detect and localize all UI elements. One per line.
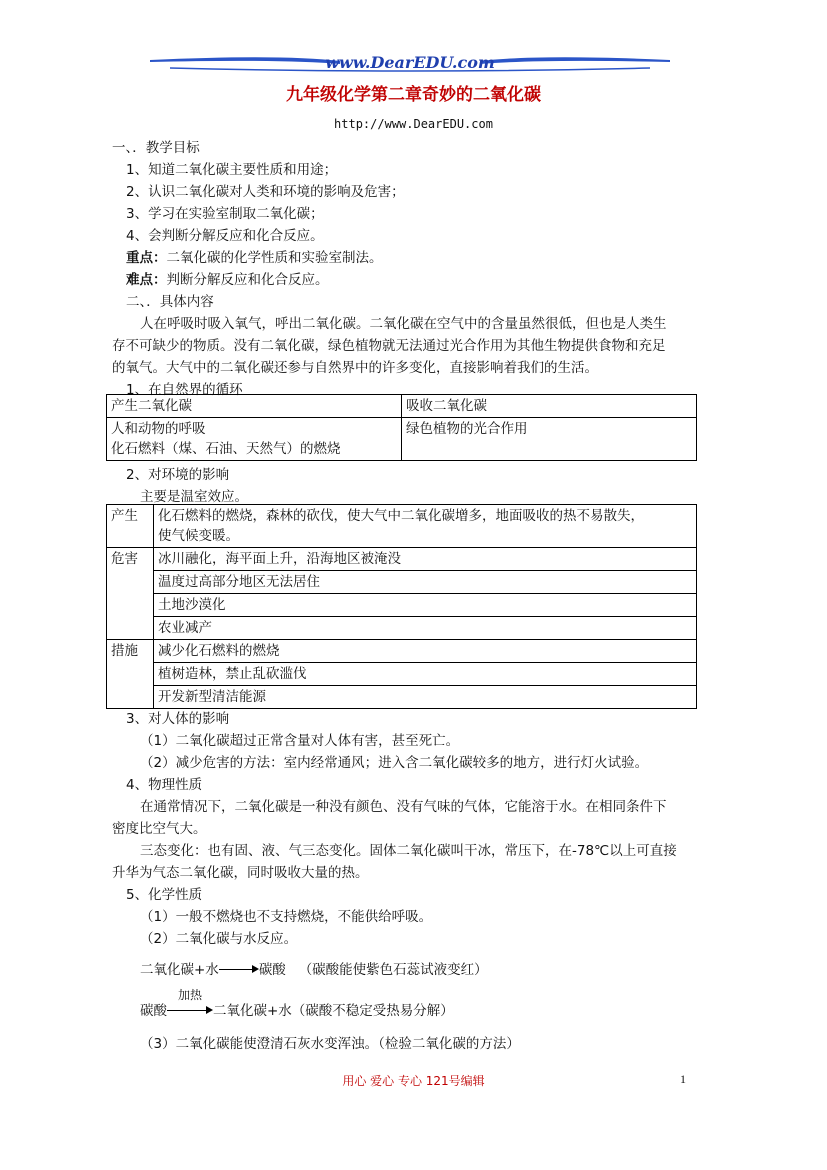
equation-1 bbox=[140, 958, 488, 978]
phys-heading: 4、物理性质 bbox=[126, 777, 203, 793]
cycle-header-produce: 产生二氧化碳 bbox=[107, 395, 402, 418]
objective-item: 1、知道二氧化碳主要性质和用途； bbox=[126, 162, 338, 178]
key-point bbox=[126, 246, 383, 266]
env-measure-item: 开发新型清洁能源 bbox=[154, 686, 697, 709]
key-point-label: 重点： bbox=[126, 250, 167, 266]
env-measure-item: 减少化石燃料的燃烧 bbox=[154, 640, 697, 663]
env-heading: 2、对环境的影响 bbox=[126, 467, 230, 483]
env-harm-item: 温度过高部分地区无法居住 bbox=[154, 571, 697, 594]
eq2-condition: 加热 bbox=[178, 988, 203, 1002]
footer-text: 用心 爱心 专心 121号编辑 bbox=[342, 1074, 485, 1088]
carbon-cycle-table bbox=[106, 394, 697, 461]
difficult-point bbox=[126, 268, 329, 288]
chem-item: （2）二氧化碳与水反应。 bbox=[140, 931, 298, 947]
section-2-heading: 二、．具体内容 bbox=[126, 294, 214, 310]
eq1-right: 碳酸 bbox=[258, 962, 286, 978]
body-item: （2）减少危害的方法：室内经常通风；进入含二氧化碳较多的地方，进行灯火试验。 bbox=[140, 755, 649, 771]
env-main: 主要是温室效应。 bbox=[140, 489, 248, 505]
environment-table bbox=[106, 504, 697, 709]
difficult-point-label: 难点： bbox=[126, 272, 167, 288]
state-line: 三态变化：也有固、液、气三态变化。固体二氧化碳叫干冰，常压下，在-78℃以上可直接 bbox=[140, 843, 677, 859]
cycle-header-absorb: 吸收二氧化碳 bbox=[402, 395, 697, 418]
chem-heading: 5、化学性质 bbox=[126, 887, 203, 903]
site-url[interactable]: http://www.DearEDU.com bbox=[334, 117, 493, 131]
intro-line: 人在呼吸时吸入氧气，呼出二氧化碳。二氧化碳在空气中的含量虽然很低，但也是人类生 bbox=[140, 316, 667, 332]
body-item: （1）二氧化碳超过正常含量对人体有害，甚至死亡。 bbox=[140, 733, 460, 749]
env-produce-line: 使气候变暖。 bbox=[158, 528, 239, 544]
eq1-left: 二氧化碳+水 bbox=[140, 962, 219, 978]
page-number: 1 bbox=[680, 1072, 686, 1086]
env-harm-item: 农业减产 bbox=[154, 617, 697, 640]
env-produce-label: 产生 bbox=[107, 505, 154, 548]
intro-line: 存不可缺少的物质。没有二氧化碳，绿色植物就无法通过光合作用为其他生物提供食物和充足 bbox=[112, 338, 666, 354]
banner-text[interactable]: www.DearEDU.com bbox=[325, 53, 495, 72]
env-produce-line: 化石燃料的燃烧，森林的砍伐，使大气中二氧化碳增多，地面吸收的热不易散失， bbox=[158, 508, 644, 524]
env-measure-label: 措施 bbox=[107, 640, 154, 709]
cycle-produce-line: 化石燃料（煤、石油、天然气）的燃烧 bbox=[111, 441, 341, 457]
eq2-left: 碳酸 bbox=[140, 1003, 167, 1019]
chem-item: （1）一般不燃烧也不支持燃烧，不能供给呼吸。 bbox=[140, 909, 433, 925]
phys-line: 在通常情况下，二氧化碳是一种没有颜色、没有气味的气体，它能溶于水。在相同条件下 bbox=[140, 799, 667, 815]
eq1-note: （碳酸能使紫色石蕊试液变红） bbox=[298, 962, 488, 978]
key-point-text: 二氧化碳的化学性质和实验室制法。 bbox=[166, 250, 383, 266]
env-harm-label: 危害 bbox=[107, 548, 154, 640]
cycle-produce-cell bbox=[107, 418, 402, 461]
arrow-icon bbox=[167, 1006, 213, 1016]
equation-2 bbox=[140, 999, 454, 1019]
objective-item: 2、认识二氧化碳对人类和环境的影响及危害； bbox=[126, 184, 405, 200]
document-title: 九年级化学第二章奇妙的二氧化碳 bbox=[286, 85, 541, 105]
env-measure-item: 植树造林，禁止乱砍滥伐 bbox=[154, 663, 697, 686]
objective-item: 4、会判断分解反应和化合反应。 bbox=[126, 228, 324, 244]
eq2-right: 二氧化碳+水（碳酸不稳定受热易分解） bbox=[213, 1003, 454, 1019]
site-banner bbox=[150, 52, 670, 74]
state-line: 升华为气态二氧化碳，同时吸收大量的热。 bbox=[112, 865, 369, 881]
objective-item: 3、学习在实验室制取二氧化碳； bbox=[126, 206, 324, 222]
section-1-heading: 一、．教学目标 bbox=[112, 140, 200, 156]
cycle-absorb-cell: 绿色植物的光合作用 bbox=[402, 418, 697, 461]
difficult-point-text: 判断分解反应和化合反应。 bbox=[166, 272, 329, 288]
cycle-heading: 1、在自然界的循环 bbox=[126, 382, 243, 398]
env-produce-cell bbox=[154, 505, 697, 548]
arrow-icon bbox=[219, 965, 259, 975]
body-heading: 3、对人体的影响 bbox=[126, 711, 230, 727]
intro-line: 的氧气。大气中的二氧化碳还参与自然界中的许多变化，直接影响着我们的生活。 bbox=[112, 360, 598, 376]
env-harm-item: 土地沙漠化 bbox=[154, 594, 697, 617]
env-harm-item: 冰川融化，海平面上升，沿海地区被淹没 bbox=[154, 548, 697, 571]
phys-line: 密度比空气大。 bbox=[112, 821, 207, 837]
chem-item: （3）二氧化碳能使澄清石灰水变浑浊。（检验二氧化碳的方法） bbox=[140, 1036, 520, 1052]
cycle-produce-line: 人和动物的呼吸 bbox=[111, 421, 206, 437]
